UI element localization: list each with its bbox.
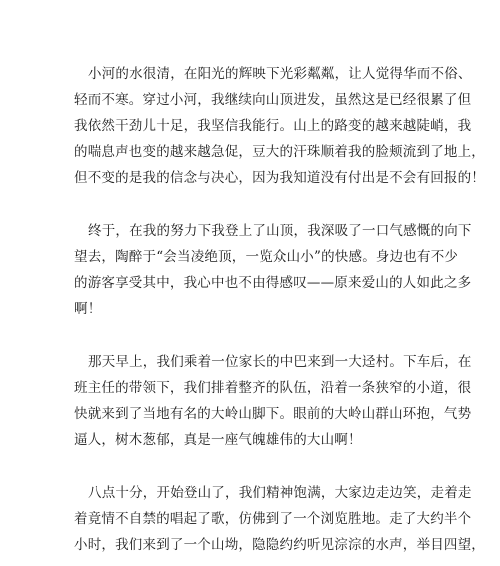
paragraph-line: 小时，我们来到了一个山坳，隐隐约约听见淙淙的水声，举目四望， [74,537,485,553]
paragraph-line: 的喘息声也变的越来越急促，豆大的汗珠顺着我的脸颊流到了地上， [74,144,485,160]
paragraph-line: 轻而不寒。穿过小河，我继续向山顶进发，虽然这是已经很累了但 [74,92,472,108]
paragraph-line: 逼人，树木葱郁，真是一座气魄雄伟的大山啊！ [74,432,362,448]
paragraph-line: 小河的水很清，在阳光的辉映下光彩粼粼，让人觉得华而不俗、 [88,66,472,82]
paragraph-climb-start [74,480,485,558]
paragraph-line: 八点十分，开始登山了，我们精神饱满，大家边走边笑，走着走 [88,485,472,501]
paragraph-line: 快就来到了当地有名的大岭山脚下。眼前的大岭山群山环抱，气势 [74,406,472,422]
paragraph-line: 但不变的是我的信念与决心，因为我知道没有付出是不会有回报的！ [74,170,485,186]
paragraph-line: 着竟情不自禁的唱起了歌，仿佛到了一个浏览胜地。走了大约半个 [74,511,472,527]
paragraph-line: 啊！ [74,301,102,317]
paragraph-morning [74,349,472,453]
paragraph-line: 的游客享受其中，我心中也不由得感叹——原来爱山的人如此之多 [74,275,472,291]
paragraph-line: 那天早上，我们乘着一位家长的中巴来到一大迳村。下车后，在 [88,354,472,370]
paragraph-line: 终于，在我的努力下我登上了山顶，我深吸了一口气感慨的向下 [88,223,472,239]
paragraph-summit [74,218,472,322]
paragraph-line: 我依然干劲儿十足，我坚信我能行。山上的路变的越来越陡峭，我 [74,118,472,134]
paragraph-river [74,61,485,191]
paragraph-line: 班主任的带领下，我们排着整齐的队伍，沿着一条狭窄的小道，很 [74,380,472,396]
paragraph-line: 望去，陶醉于“会当凌绝顶，一览众山小”的快感。身边也有不少 [74,249,459,265]
